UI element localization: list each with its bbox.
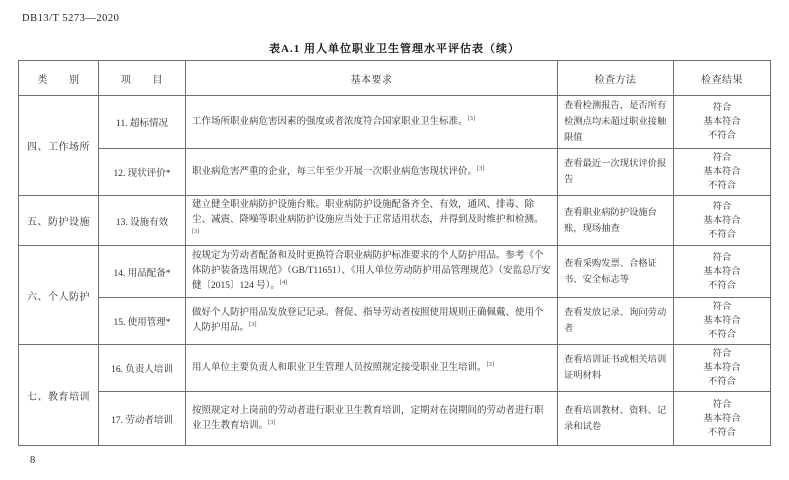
table-row xyxy=(19,298,771,345)
result-option: 符合 xyxy=(712,201,732,212)
category-protective-facilities: 五、防护设施 xyxy=(19,196,99,246)
result-option: 符合 xyxy=(712,302,732,312)
result-options xyxy=(674,196,771,246)
requirement-body: 做好个人防护用品发放登记记录。督促、指导劳动者按照使用规则正确佩戴、使用个人防护用品。 xyxy=(192,308,544,333)
table-row xyxy=(19,96,771,149)
result-option: 不符合 xyxy=(708,181,736,191)
reference-superscript: [3] xyxy=(249,320,257,328)
result-option: 基本符合 xyxy=(703,117,741,127)
requirement-text xyxy=(186,96,558,149)
header-category: 类 别 xyxy=(19,61,99,96)
table-row xyxy=(19,246,771,298)
reference-superscript: [4] xyxy=(279,278,288,286)
item-label: 14. 用品配备* xyxy=(99,246,186,298)
result-option: 基本符合 xyxy=(703,167,741,177)
table-row xyxy=(19,149,771,196)
result-option: 不符合 xyxy=(708,427,736,438)
header-result: 检查结果 xyxy=(674,61,771,96)
result-option: 符合 xyxy=(712,399,732,410)
table-header-row xyxy=(19,61,771,96)
requirement-body: 用人单位主要负责人和职业卫生管理人员按照规定接受职业卫生培训。 xyxy=(192,362,487,373)
reference-superscript: [3] xyxy=(268,418,276,426)
requirement-body: 按规定为劳动者配备和及时更换符合职业病防护标准要求的个人防护用品。参考《个体防护装备选用规范》（GB/T11651）、《用人单位劳动防护用品管理规范》（安监总厅安健〔2015〕124 号）。 xyxy=(192,251,551,291)
item-label: 12. 现状评价* xyxy=(99,149,186,196)
method-text: 查看职业病防护设施台账，现场抽查 xyxy=(558,196,674,246)
item-label: 16. 负责人培训 xyxy=(99,345,186,392)
page-number: 8 xyxy=(30,455,36,466)
result-option: 符合 xyxy=(712,103,732,113)
table-row xyxy=(19,392,771,446)
result-options xyxy=(674,246,771,298)
method-text: 查看采购发票、合格证书、安全标志等 xyxy=(558,246,674,298)
result-option: 基本符合 xyxy=(703,316,741,326)
result-options xyxy=(674,96,771,149)
method-text: 查看培训教材、资料、记录和试卷 xyxy=(558,392,674,446)
requirement-text xyxy=(186,246,558,298)
reference-superscript: [3] xyxy=(486,360,495,368)
result-options xyxy=(674,392,771,446)
reference-superscript: [3] xyxy=(467,114,476,122)
table-row xyxy=(19,196,771,246)
header-item: 项 目 xyxy=(99,61,186,96)
result-option: 不符合 xyxy=(708,131,736,141)
result-option: 不符合 xyxy=(708,377,736,387)
requirement-body: 职业病危害严重的企业，每三年至少开展一次职业病危害现状评价。 xyxy=(192,166,478,177)
category-workplace: 四、工作场所 xyxy=(19,96,99,196)
requirement-text xyxy=(186,196,558,246)
table-title: 表A.1 用人单位职业卫生管理水平评估表（续） xyxy=(269,43,520,55)
category-education-training: 七、教育培训 xyxy=(19,345,99,446)
method-text: 查看最近一次现状评价报告 xyxy=(558,149,674,196)
document-number: DB13/T 5273—2020 xyxy=(22,13,120,24)
result-option: 基本符合 xyxy=(703,413,741,424)
result-option: 符合 xyxy=(712,252,732,263)
requirement-body: 建立健全职业病防护设施台账。职业病防护设施配备齐全、有效，通风、排毒、除尘、减震、降噪等职业病防护设施应当处于正常适用状态，并得到及时维护和检测。 xyxy=(192,200,544,225)
reference-superscript: [3] xyxy=(477,164,485,172)
header-requirement: 基本要求 xyxy=(186,61,558,96)
requirement-text xyxy=(186,298,558,345)
requirement-text xyxy=(186,149,558,196)
result-option: 符合 xyxy=(712,153,732,163)
item-label: 17. 劳动者培训 xyxy=(99,392,186,446)
reference-superscript: [3] xyxy=(192,227,200,235)
method-text: 查看培训证书或相关培训证明材料 xyxy=(558,345,674,392)
result-option: 不符合 xyxy=(708,330,736,340)
result-option: 基本符合 xyxy=(703,266,741,277)
result-option: 符合 xyxy=(712,349,732,359)
result-options xyxy=(674,149,771,196)
requirement-text xyxy=(186,345,558,392)
item-label: 13. 设施有效 xyxy=(99,196,186,246)
requirement-body: 工作场所职业病危害因素的强度或者浓度符合国家职业卫生标准。 xyxy=(192,116,468,127)
evaluation-table xyxy=(18,60,771,446)
result-options xyxy=(674,298,771,345)
requirement-text xyxy=(186,392,558,446)
item-label: 11. 超标情况 xyxy=(99,96,186,149)
result-option: 基本符合 xyxy=(703,363,741,373)
result-option: 不符合 xyxy=(708,229,736,240)
category-personal-protection: 六、个人防护 xyxy=(19,246,99,345)
method-text: 查看检测报告，是否所有检测点均未超过职业接触限值 xyxy=(558,96,674,149)
result-option: 不符合 xyxy=(708,280,736,291)
requirement-body: 按照规定对上岗前的劳动者进行职业卫生教育培训，定期对在岗期间的劳动者进行职业卫生教育培训。 xyxy=(192,405,544,431)
header-method: 检查方法 xyxy=(558,61,674,96)
method-text: 查看发放记录、询问劳动者 xyxy=(558,298,674,345)
result-option: 基本符合 xyxy=(703,215,741,226)
item-label: 15. 使用管理* xyxy=(99,298,186,345)
result-options xyxy=(674,345,771,392)
table-row xyxy=(19,345,771,392)
